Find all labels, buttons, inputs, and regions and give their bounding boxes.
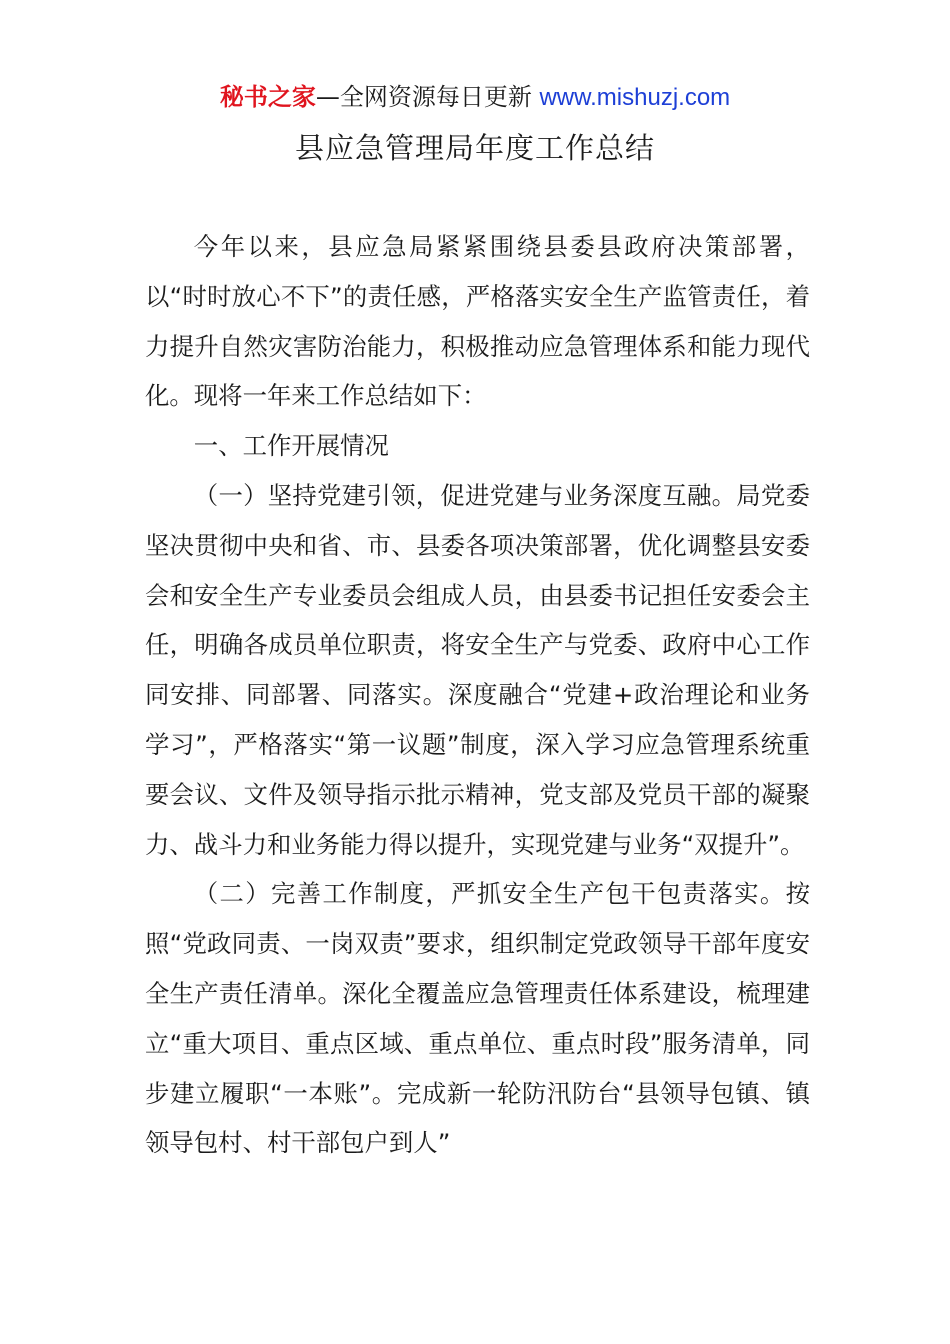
banner-tagline: —全网资源每日更新	[315, 83, 540, 111]
site-url-link[interactable]: www.mishuzj.com	[539, 84, 731, 111]
body-paragraph-1: （一）坚持党建引领，促进党建与业务深度互融。局党委坚决贯彻中央和省、市、县委各项决策部署，优化调整县安委会和安全生产专业委员会组成人员，由县委书记担任安委会主任，明确各成员单位职责，将安全生产与党委、政府中心工作同安排、同部署、同落实。深度融合“党建+政治理论和业务学习”，严格落实“第一议题”制度，深入学习应急管理系统重要会议、文件及领导指示批示精神，党支部及党员干部的凝聚力、战斗力和业务能力得以提升，实现党建与业务“双提升”。	[145, 480, 810, 859]
body-paragraph-2: （二）完善工作制度，严抓安全生产包干包责落实。按照“党政同责、一岗双责”要求，组织制定党政领导干部年度安全生产责任清单。深化全覆盖应急管理责任体系建设，梳理建立“重大项目、重点区域、重点单位、重点时段”服务清单，同步建立履职“一本账”。完成新一轮防汛防台“县领导包镇、镇领导包村、村干部包户到人”	[145, 879, 810, 1158]
brand-name: 秘书之家	[219, 83, 316, 111]
document-title: 县应急管理局年度工作总结	[294, 131, 655, 165]
intro-paragraph: 今年以来，县应急局紧紧围绕县委县政府决策部署，以“时时放心不下”的责任感，严格落实安全生产监管责任，着力提升自然灾害防治能力，积极推动应急管理体系和能力现代化。现将一年来工作总结如下：	[145, 232, 810, 411]
document-body	[145, 222, 810, 1168]
section-heading: 一、工作开展情况	[193, 431, 389, 461]
site-banner	[0, 80, 950, 115]
